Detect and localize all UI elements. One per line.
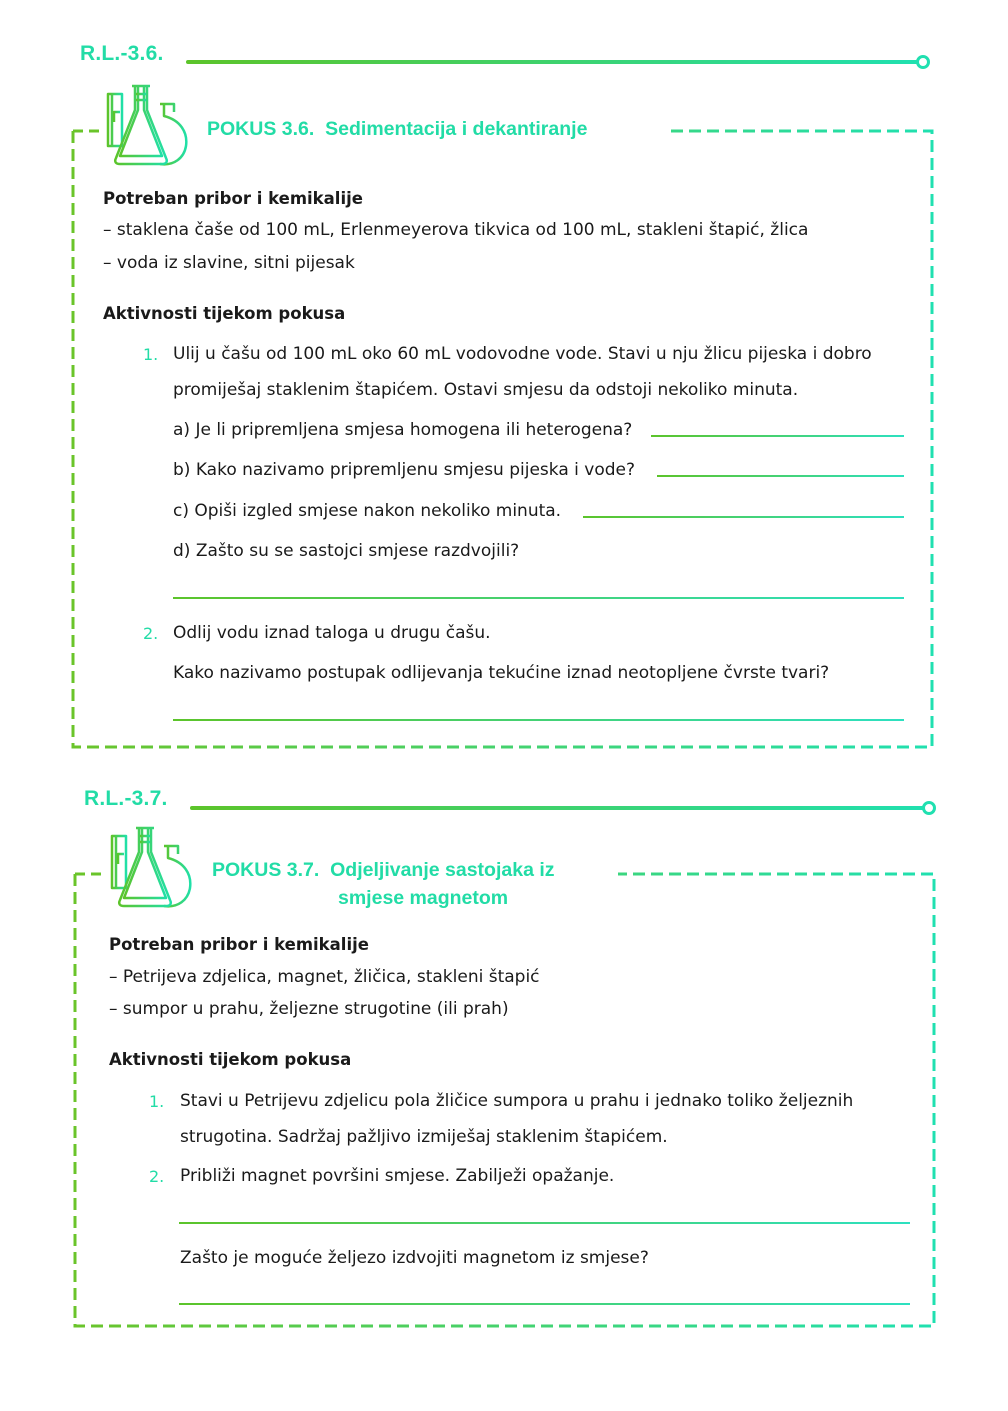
answer-line-d[interactable] bbox=[173, 597, 904, 599]
step-text: strugotina. Sadržaj pažljivo izmiješaj staklenim štapićem. bbox=[180, 1127, 668, 1147]
step-number: 1. bbox=[143, 345, 159, 364]
experiment-title bbox=[212, 859, 555, 882]
step-text: Odlij vodu iznad taloga u drugu čašu. bbox=[173, 623, 491, 643]
answer-line-b[interactable] bbox=[657, 475, 904, 477]
step-text: Približi magnet površini smjese. Zabilježi opažanje. bbox=[180, 1166, 615, 1186]
experiment-name: Odjeljivanje sastojaka iz bbox=[330, 859, 555, 881]
activities-heading: Aktivnosti tijekom pokusa bbox=[109, 1050, 352, 1069]
question: Kako nazivamo postupak odlijevanja tekućine iznad neotopljene čvrste tvari? bbox=[173, 663, 830, 683]
materials-item: – sumpor u prahu, željezne strugotine (ili prah) bbox=[109, 999, 509, 1019]
step-number: 2. bbox=[149, 1167, 165, 1186]
answer-line-a[interactable] bbox=[651, 435, 904, 437]
section-code: R.L.-3.6. bbox=[80, 42, 164, 65]
experiment-number: POKUS 3.6. bbox=[207, 118, 315, 140]
answer-line[interactable] bbox=[179, 1303, 910, 1305]
rule-end-dot bbox=[916, 55, 930, 69]
section-rule bbox=[190, 806, 926, 810]
question: Zašto je moguće željezo izdvojiti magnetom iz smjese? bbox=[180, 1248, 649, 1268]
step-text: Stavi u Petrijevu zdjelicu pola žličice sumpora u prahu i jednako toliko željeznih bbox=[180, 1091, 854, 1111]
question-d: d) Zašto su se sastojci smjese razdvojili? bbox=[173, 541, 520, 561]
experiment-number: POKUS 3.7. bbox=[212, 859, 320, 881]
experiment-name-cont: smjese magnetom bbox=[338, 887, 509, 909]
experiment-name: Sedimentacija i dekantiranje bbox=[325, 118, 588, 140]
step-text: Ulij u čašu od 100 mL oko 60 mL vodovodne vode. Stavi u nju žlicu pijeska i dobro bbox=[173, 344, 872, 364]
rule-end-dot bbox=[922, 801, 936, 815]
section-code: R.L.-3.7. bbox=[84, 787, 168, 810]
step-text: promiješaj staklenim štapićem. Ostavi smjesu da odstoji nekoliko minuta. bbox=[173, 380, 799, 400]
activities-heading: Aktivnosti tijekom pokusa bbox=[103, 304, 346, 323]
materials-heading: Potreban pribor i kemikalije bbox=[109, 935, 369, 954]
materials-item: – staklena čaše od 100 mL, Erlenmeyerova tikvica od 100 mL, stakleni štapić, žlica bbox=[103, 220, 809, 240]
materials-item: – Petrijeva zdjelica, magnet, žličica, stakleni štapić bbox=[109, 967, 540, 987]
experiment-title bbox=[207, 118, 587, 141]
step-number: 2. bbox=[143, 624, 159, 643]
question-c: c) Opiši izgled smjese nakon nekoliko minuta. bbox=[173, 501, 562, 521]
section-rule bbox=[186, 60, 920, 64]
answer-line[interactable] bbox=[179, 1222, 910, 1224]
materials-item: – voda iz slavine, sitni pijesak bbox=[103, 253, 355, 273]
lab-flasks-icon bbox=[102, 82, 194, 168]
lab-flasks-icon bbox=[106, 824, 198, 910]
question-b: b) Kako nazivamo pripremljenu smjesu pijeska i vode? bbox=[173, 460, 636, 480]
step-number: 1. bbox=[149, 1092, 165, 1111]
materials-heading: Potreban pribor i kemikalije bbox=[103, 189, 363, 208]
question-a: a) Je li pripremljena smjesa homogena ili heterogena? bbox=[173, 420, 633, 440]
answer-line-c[interactable] bbox=[583, 516, 904, 518]
answer-line[interactable] bbox=[173, 719, 904, 721]
